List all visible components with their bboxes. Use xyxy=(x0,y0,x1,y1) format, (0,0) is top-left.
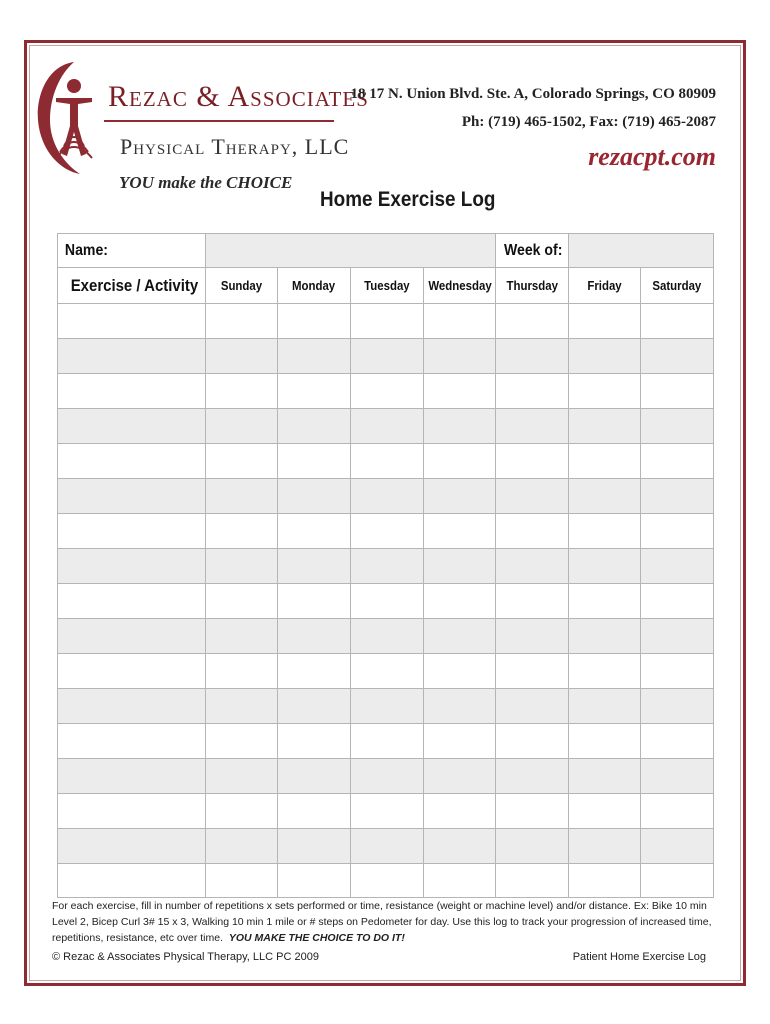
exercise-cell[interactable] xyxy=(58,584,206,619)
day-cell[interactable] xyxy=(278,829,351,864)
instructions xyxy=(52,898,718,946)
day-cell[interactable] xyxy=(496,339,569,374)
day-cell[interactable] xyxy=(351,724,424,759)
day-cell[interactable] xyxy=(496,829,569,864)
day-cell[interactable] xyxy=(424,374,496,409)
day-cell[interactable] xyxy=(641,549,714,584)
day-cell[interactable] xyxy=(569,619,641,654)
day-cell[interactable] xyxy=(641,864,714,898)
day-cell[interactable] xyxy=(351,479,424,514)
day-cell[interactable] xyxy=(351,374,424,409)
day-header-monday: Monday xyxy=(278,268,351,304)
day-cell[interactable] xyxy=(424,584,496,619)
day-cell[interactable] xyxy=(569,759,641,794)
day-cell[interactable] xyxy=(641,514,714,549)
log-row xyxy=(58,829,714,864)
log-row xyxy=(58,479,714,514)
day-cell[interactable] xyxy=(351,619,424,654)
log-row xyxy=(58,759,714,794)
day-cell[interactable] xyxy=(641,794,714,829)
day-cell[interactable] xyxy=(206,549,278,584)
day-cell[interactable] xyxy=(278,514,351,549)
day-cell[interactable] xyxy=(641,304,714,339)
name-label: Name: xyxy=(58,234,206,268)
day-cell[interactable] xyxy=(278,619,351,654)
exercise-cell[interactable] xyxy=(58,794,206,829)
day-header-tuesday: Tuesday xyxy=(351,268,424,304)
day-cell[interactable] xyxy=(641,374,714,409)
log-row xyxy=(58,584,714,619)
day-cell[interactable] xyxy=(206,864,278,898)
day-cell[interactable] xyxy=(351,409,424,444)
day-cell[interactable] xyxy=(206,619,278,654)
day-cell[interactable] xyxy=(351,829,424,864)
day-cell[interactable] xyxy=(206,409,278,444)
day-cell[interactable] xyxy=(424,339,496,374)
day-cell[interactable] xyxy=(569,724,641,759)
address: 18 17 N. Union Blvd. Ste. A, Colorado Springs, CO 80909 xyxy=(350,86,716,102)
day-cell[interactable] xyxy=(206,829,278,864)
day-cell[interactable] xyxy=(496,794,569,829)
log-rows xyxy=(58,304,714,898)
day-cell[interactable] xyxy=(496,479,569,514)
day-cell[interactable] xyxy=(496,689,569,724)
day-header-thursday: Thursday xyxy=(496,268,569,304)
day-cell[interactable] xyxy=(496,864,569,898)
day-cell[interactable] xyxy=(496,549,569,584)
day-cell[interactable] xyxy=(278,549,351,584)
exercise-cell[interactable] xyxy=(58,444,206,479)
day-cell[interactable] xyxy=(496,514,569,549)
day-cell[interactable] xyxy=(641,339,714,374)
day-cell[interactable] xyxy=(496,654,569,689)
log-row xyxy=(58,304,714,339)
day-cell[interactable] xyxy=(206,654,278,689)
day-cell[interactable] xyxy=(569,444,641,479)
day-cell[interactable] xyxy=(278,374,351,409)
day-cell[interactable] xyxy=(424,864,496,898)
day-cell[interactable] xyxy=(424,409,496,444)
day-cell[interactable] xyxy=(351,514,424,549)
log-row xyxy=(58,444,714,479)
day-cell[interactable] xyxy=(278,479,351,514)
day-header-sunday: Sunday xyxy=(206,268,278,304)
phone-fax: Ph: (719) 465-1502, Fax: (719) 465-2087 xyxy=(461,114,716,130)
day-cell[interactable] xyxy=(641,619,714,654)
exercise-cell[interactable] xyxy=(58,829,206,864)
day-cell[interactable] xyxy=(206,724,278,759)
form-name: Patient Home Exercise Log xyxy=(572,951,706,963)
exercise-log-table xyxy=(57,233,714,898)
exercise-column-header: Exercise / Activity xyxy=(58,268,206,304)
day-cell[interactable] xyxy=(278,444,351,479)
day-cell[interactable] xyxy=(569,654,641,689)
day-cell[interactable] xyxy=(424,444,496,479)
day-cell[interactable] xyxy=(569,374,641,409)
day-cell[interactable] xyxy=(641,409,714,444)
day-cell[interactable] xyxy=(351,339,424,374)
log-row xyxy=(58,619,714,654)
day-cell[interactable] xyxy=(278,759,351,794)
week-label: Week of: xyxy=(496,234,569,268)
instructions-emphasis: YOU MAKE THE CHOICE TO DO IT! xyxy=(228,932,405,944)
brand-subtitle: Physical Therapy, LLC xyxy=(120,134,350,159)
log-row xyxy=(58,339,714,374)
day-header-friday: Friday xyxy=(569,268,641,304)
day-cell[interactable] xyxy=(569,794,641,829)
day-header-saturday: Saturday xyxy=(641,268,714,304)
instructions-text: For each exercise, fill in number of repetitions x sets performed or time, resistance (weight or machine level) and/or distance. Ex: Bike 10 min Level 2, Bicep Curl 3# 15 x 3, Walking 10 min 1 mile or # steps on Pedometer for day. Use this log to track your progression of increased time, repetitions, resistance, etc over time. xyxy=(52,900,712,944)
day-cell[interactable] xyxy=(641,759,714,794)
day-cell[interactable] xyxy=(569,584,641,619)
day-cell[interactable] xyxy=(641,584,714,619)
day-cell[interactable] xyxy=(641,689,714,724)
day-cell[interactable] xyxy=(496,584,569,619)
day-cell[interactable] xyxy=(278,724,351,759)
exercise-cell[interactable] xyxy=(58,479,206,514)
exercise-cell[interactable] xyxy=(58,514,206,549)
log-row xyxy=(58,409,714,444)
day-cell[interactable] xyxy=(351,794,424,829)
week-field[interactable] xyxy=(569,234,714,268)
page-title: Home Exercise Log xyxy=(320,188,496,211)
day-cell[interactable] xyxy=(278,339,351,374)
day-cell[interactable] xyxy=(278,689,351,724)
tagline: YOU make the CHOICE xyxy=(119,173,293,192)
day-cell[interactable] xyxy=(496,724,569,759)
day-cell[interactable] xyxy=(206,339,278,374)
day-cell[interactable] xyxy=(641,829,714,864)
day-cell[interactable] xyxy=(641,724,714,759)
exercise-cell[interactable] xyxy=(58,864,206,898)
brand-divider xyxy=(104,120,334,122)
exercise-cell[interactable] xyxy=(58,619,206,654)
day-cell[interactable] xyxy=(351,864,424,898)
log-row xyxy=(58,514,714,549)
brand-name: Rezac & Associates xyxy=(108,80,369,113)
day-cell[interactable] xyxy=(278,654,351,689)
exercise-cell[interactable] xyxy=(58,304,206,339)
exercise-cell[interactable] xyxy=(58,549,206,584)
day-cell[interactable] xyxy=(496,409,569,444)
website-link[interactable]: rezacpt.com xyxy=(588,142,716,171)
day-cell[interactable] xyxy=(206,374,278,409)
day-cell[interactable] xyxy=(569,549,641,584)
day-cell[interactable] xyxy=(424,479,496,514)
day-cell[interactable] xyxy=(424,759,496,794)
day-cell[interactable] xyxy=(569,864,641,898)
day-cell[interactable] xyxy=(351,654,424,689)
day-cell[interactable] xyxy=(206,444,278,479)
day-cell[interactable] xyxy=(278,864,351,898)
log-row xyxy=(58,794,714,829)
log-row xyxy=(58,374,714,409)
day-cell[interactable] xyxy=(206,514,278,549)
day-cell[interactable] xyxy=(569,829,641,864)
day-cell[interactable] xyxy=(424,794,496,829)
day-cell[interactable] xyxy=(278,304,351,339)
log-row xyxy=(58,864,714,898)
day-cell[interactable] xyxy=(351,689,424,724)
exercise-cell[interactable] xyxy=(58,654,206,689)
day-cell[interactable] xyxy=(424,619,496,654)
day-cell[interactable] xyxy=(496,759,569,794)
copyright: © Rezac & Associates Physical Therapy, LLC PC 2009 xyxy=(52,951,319,963)
day-cell[interactable] xyxy=(424,514,496,549)
day-cell[interactable] xyxy=(496,619,569,654)
day-cell[interactable] xyxy=(206,304,278,339)
day-cell[interactable] xyxy=(569,304,641,339)
day-cell[interactable] xyxy=(351,584,424,619)
day-cell[interactable] xyxy=(424,654,496,689)
day-cell[interactable] xyxy=(424,724,496,759)
day-cell[interactable] xyxy=(496,444,569,479)
exercise-cell[interactable] xyxy=(58,339,206,374)
day-cell[interactable] xyxy=(641,654,714,689)
day-cell[interactable] xyxy=(424,689,496,724)
day-cell[interactable] xyxy=(206,479,278,514)
exercise-cell[interactable] xyxy=(58,759,206,794)
day-cell[interactable] xyxy=(206,759,278,794)
day-cell[interactable] xyxy=(569,479,641,514)
day-cell[interactable] xyxy=(351,759,424,794)
day-cell[interactable] xyxy=(206,794,278,829)
name-field[interactable] xyxy=(206,234,496,268)
day-cell[interactable] xyxy=(424,304,496,339)
day-cell[interactable] xyxy=(278,584,351,619)
day-cell[interactable] xyxy=(496,304,569,339)
day-cell[interactable] xyxy=(278,409,351,444)
logo-figure-icon xyxy=(34,58,104,178)
day-cell[interactable] xyxy=(351,549,424,584)
day-cell[interactable] xyxy=(569,339,641,374)
log-row xyxy=(58,549,714,584)
day-cell[interactable] xyxy=(278,794,351,829)
day-header-wednesday: Wednesday xyxy=(424,268,496,304)
day-cell[interactable] xyxy=(569,689,641,724)
day-cell[interactable] xyxy=(496,374,569,409)
exercise-cell[interactable] xyxy=(58,724,206,759)
exercise-cell[interactable] xyxy=(58,374,206,409)
day-cell[interactable] xyxy=(641,479,714,514)
day-cell[interactable] xyxy=(641,444,714,479)
day-cell[interactable] xyxy=(569,409,641,444)
day-cell[interactable] xyxy=(424,549,496,584)
exercise-cell[interactable] xyxy=(58,689,206,724)
day-cell[interactable] xyxy=(424,829,496,864)
day-cell[interactable] xyxy=(206,584,278,619)
day-cell[interactable] xyxy=(569,514,641,549)
log-row xyxy=(58,654,714,689)
day-cell[interactable] xyxy=(351,304,424,339)
exercise-cell[interactable] xyxy=(58,409,206,444)
day-cell[interactable] xyxy=(351,444,424,479)
log-row xyxy=(58,724,714,759)
day-cell[interactable] xyxy=(206,689,278,724)
log-row xyxy=(58,689,714,724)
